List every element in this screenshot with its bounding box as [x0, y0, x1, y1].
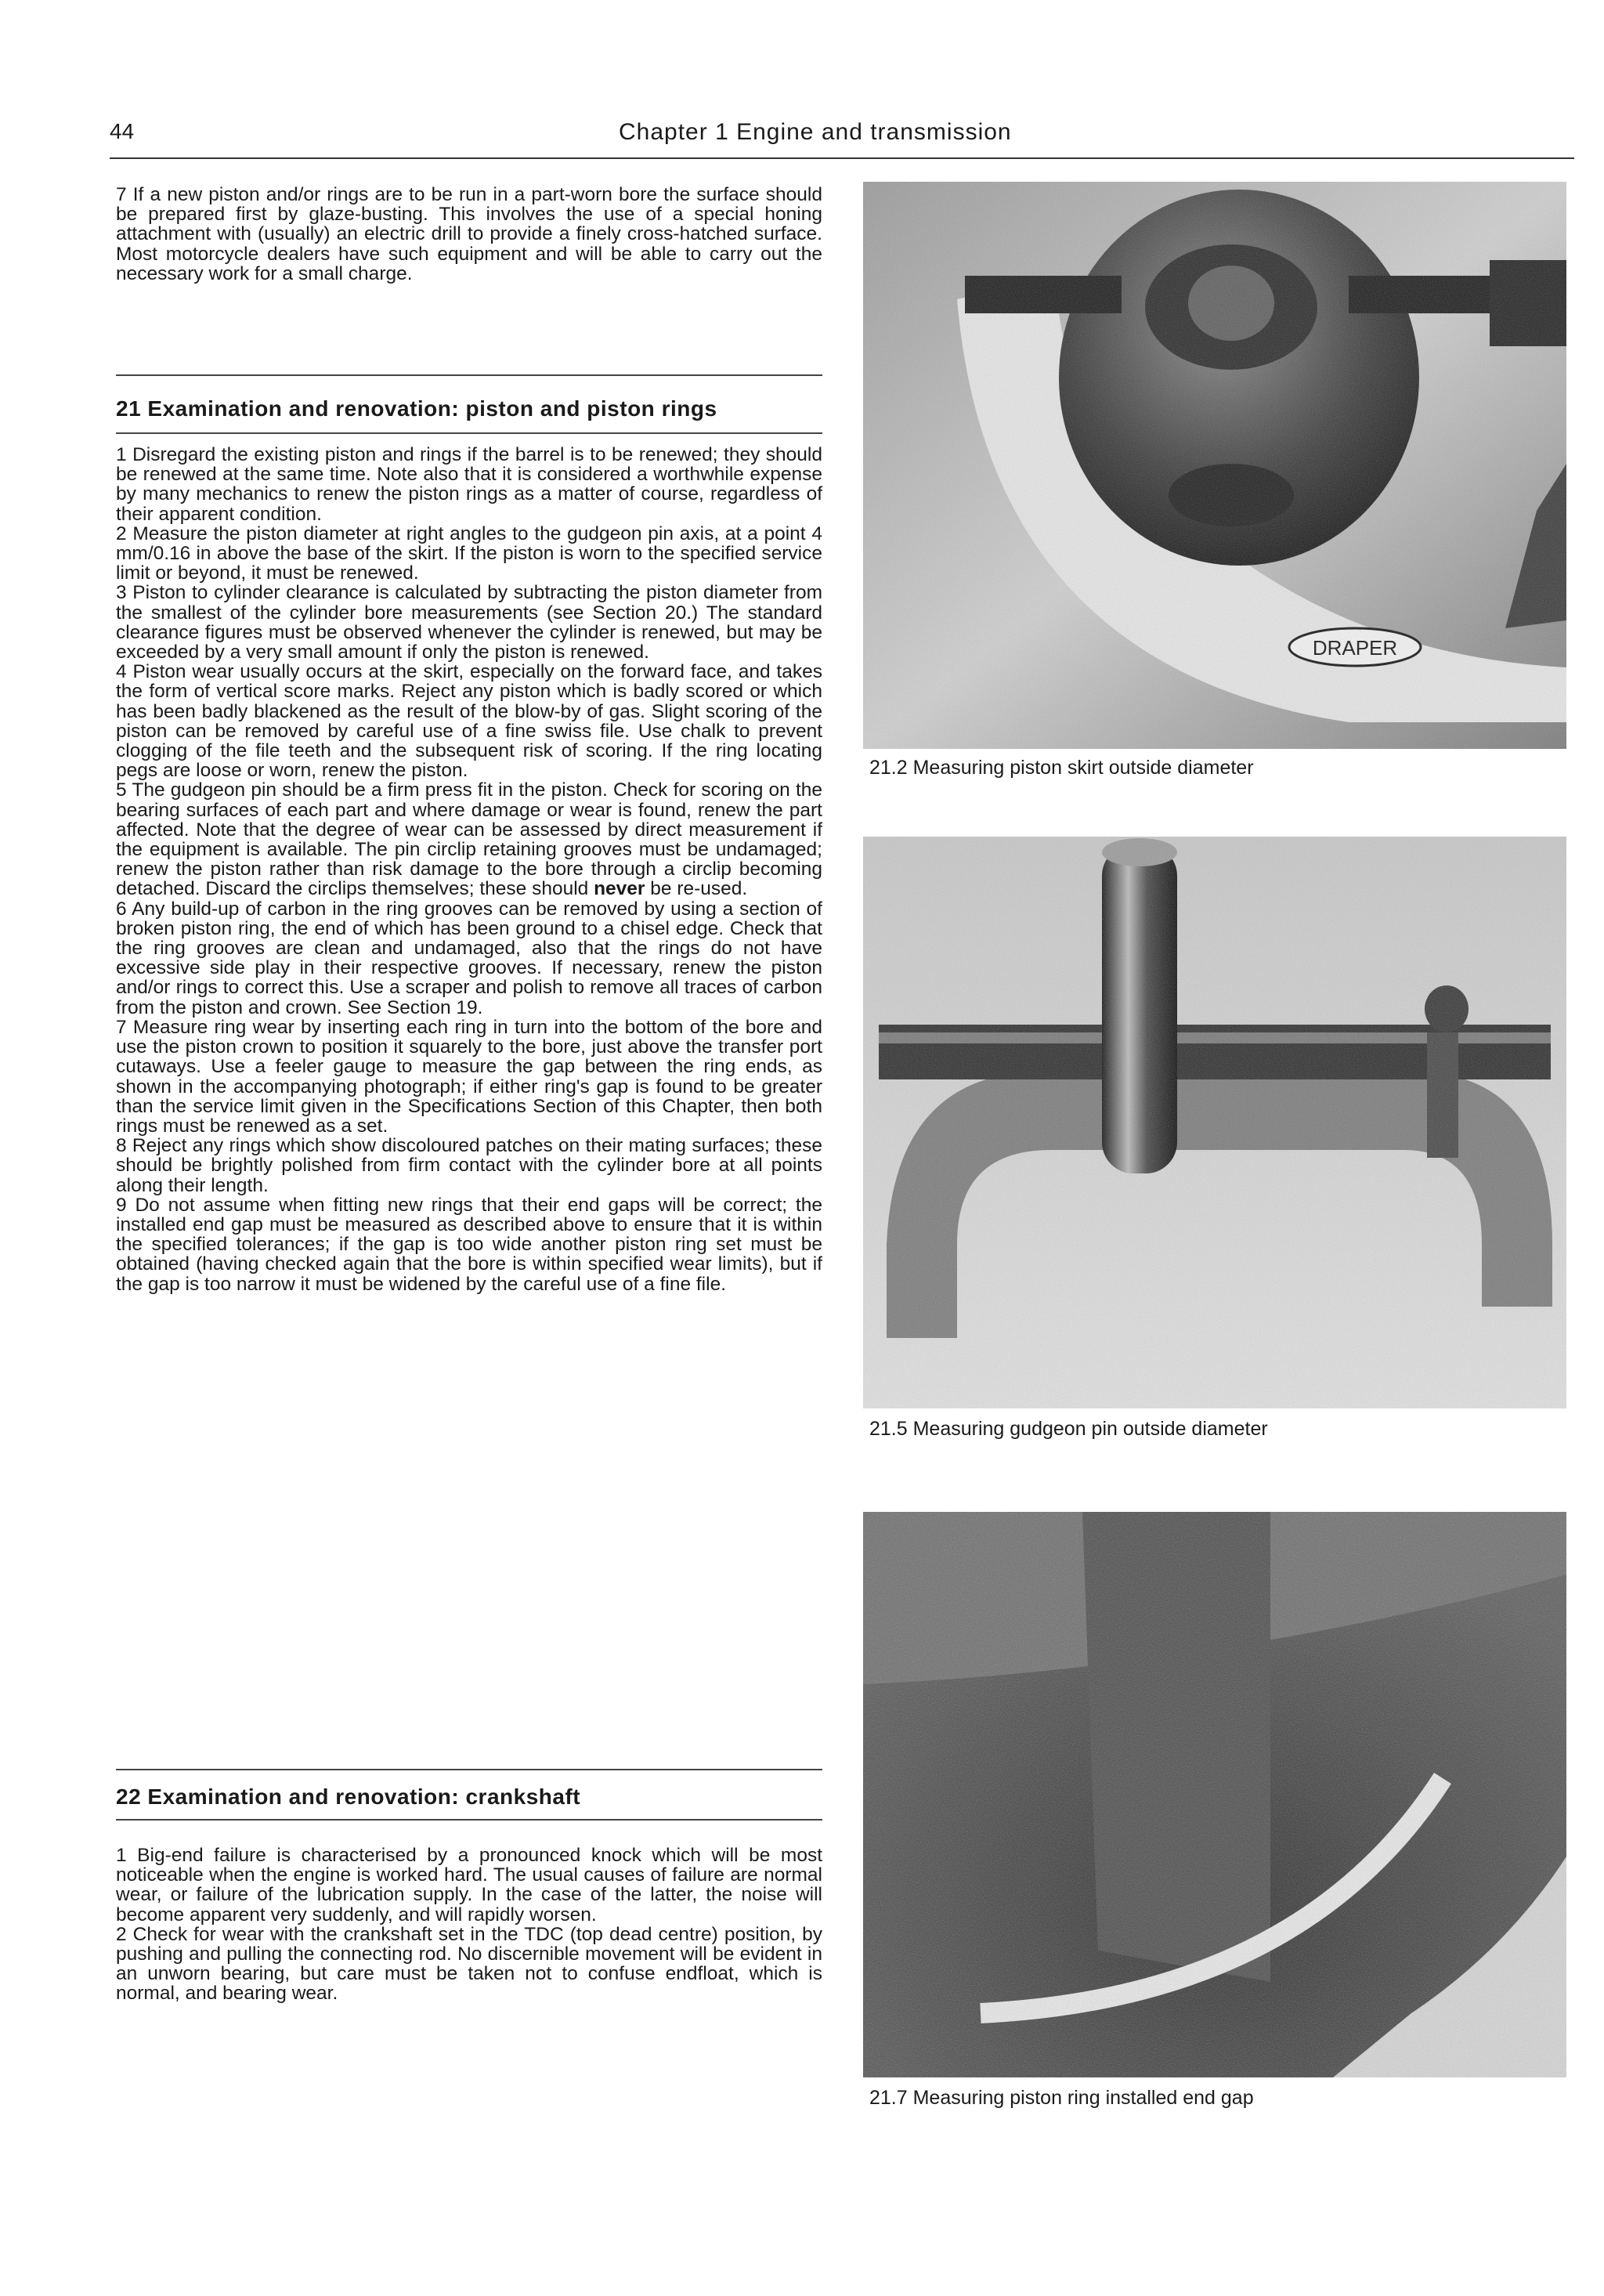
section-22-para-2: 2 Check for wear with the crankshaft set in the TDC (top dead centre) position, by pushing and pulling the connecting rod. No discernible movement will be evident in an unworn bearing, but care must be taken not to confuse endfloat, which is normal, and bearing wear.: [116, 1923, 822, 2005]
section-21-para-7: 7 Measure ring wear by inserting each ring in turn into the bottom of the bore and use the piston crown to position it squarely to the bore, just above the transfer port cutaways. Use a feeler gauge to measure the gap between the ring ends, as shown in the accompanying photograph; if either ring's gap is found to be greater than the service limit given in the Specifications Section of this Chapter, then both rings must be renewed as a set.: [116, 1016, 822, 1137]
section-21-para-2: 2 Measure the piston diameter at right angles to the gudgeon pin axis, at a point 4 mm/0.16 in above the base of the skirt. If the piston is worn to the specified service limit or beyond, it must be renewed.: [116, 522, 822, 584]
chapter-title: Chapter 1 Engine and transmission: [619, 119, 1012, 145]
figure-21-5-photo: [863, 837, 1566, 1408]
page-number: 44: [110, 119, 135, 143]
intro-paragraph: 7 If a new piston and/or rings are to be run in a part-worn bore the surface should be prepared first by glaze-busting. This involves the use of a special honing attachment with (usually) an electric drill to provide a finely cross-hatched surface. Most motorcycle dealers have such equipment and will be able to carry out the necessary work for a small charge.: [116, 184, 822, 284]
figure-21-2-photo: [863, 182, 1566, 749]
section-22-heading: 22 Examination and renovation: crankshaft: [116, 1784, 581, 1809]
para-5-text-a: 5 The gudgeon pin should be a firm press fit in the piston. Check for scoring on the bearing surfaces of each part and where damage or wear is found, renew the part affected. Note that the degree of wear can be assessed by direct measurement if the equipment is available. The pin circlip retaining grooves must be undamaged; renew the piston rather than risk damage to the bore through a circlip becoming detached. Discard the circlips themselves; these should: [116, 779, 822, 900]
piston-micrometer-image: [863, 182, 1566, 749]
section-21-para-4: 4 Piston wear usually occurs at the skirt, especially on the forward face, and takes the form of vertical score marks. Reject any piston which is badly scored or which has been badly blackened as the result of the blow-by of gas. Slight scoring of the piston can be removed by careful use of a fine swiss file. Use chalk to prevent clogging of the file teeth and the subsequent risk of scoring. If the ring locating pegs are loose or worn, renew the piston.: [116, 661, 822, 782]
section-21-para-5: [116, 780, 822, 899]
intro-paragraph-block: [116, 185, 822, 284]
section-21-para-1: 1 Disregard the existing piston and rings if the barrel is to be renewed; they should be renewed at the same time. Note also that it is considered a worthwhile expense by many mechanics to renew the piston rings as a matter of course, regardless of their apparent condition.: [116, 444, 822, 525]
section-22-para-1: 1 Big-end failure is characterised by a pronounced knock which will be most noticeable when the engine is worked hard. The usual causes of failure are normal wear, or failure of the lubrication supply. In the case of the latter, the noise will become apparent very suddenly, and will rapidly worsen.: [116, 1845, 822, 1925]
figure-21-7-caption: 21.7 Measuring piston ring installed end gap: [869, 2087, 1254, 2109]
section-21-body: [116, 445, 822, 1294]
page-header: [110, 119, 1574, 158]
section-21-para-8: 8 Reject any rings which show discoloured patches on their mating surfaces; these should be brightly polished from firm contact with the cylinder bore at all points along their length.: [116, 1135, 822, 1196]
figure-21-7-photo: [863, 1512, 1566, 2077]
section-22-body: [116, 1846, 822, 2004]
figure-21-2-caption: 21.2 Measuring piston skirt outside diameter: [869, 757, 1254, 779]
section-22-heading-box: [116, 1769, 822, 1821]
para-5-emphasis: never: [594, 878, 645, 900]
section-21-para-9: 9 Do not assume when fitting new rings that their end gaps will be correct; the installed end gap must be measured as described above to ensure that it is within the specified tolerances; if the gap is too wide another piston ring set must be obtained (having checked again that the bore is within specified wear limits), but if the gap is too narrow it must be widened by the careful use of a fine file.: [116, 1194, 822, 1295]
piston-ring-end-gap-image: [863, 1512, 1566, 2077]
figure-21-5-caption: 21.5 Measuring gudgeon pin outside diameter: [869, 1418, 1268, 1440]
para-5-text-b: be re-used.: [645, 878, 748, 900]
section-21-para-3: 3 Piston to cylinder clearance is calculated by subtracting the piston diameter from the smallest of the cylinder bore measurements (see Section 20.) The standard clearance figures must be observed whenever the cylinder is renewed, but may be exceeded by a very small amount if only the piston is renewed.: [116, 582, 822, 663]
gudgeon-pin-micrometer-image: [863, 837, 1566, 1408]
section-21-heading-box: [116, 374, 822, 434]
section-21-heading: 21 Examination and renovation: piston and piston rings: [116, 396, 717, 421]
section-21-para-6: 6 Any build-up of carbon in the ring grooves can be removed by using a section of broken piston ring, the end of which has been ground to a chisel edge. Check that the ring grooves are clean and undamaged, also that the rings do not have excessive side play in their respective grooves. If necessary, renew the piston and/or rings to correct this. Use a scraper and polish to remove all traces of carbon from the piston and crown. See Section 19.: [116, 898, 822, 1018]
header-rule: [110, 157, 1574, 159]
